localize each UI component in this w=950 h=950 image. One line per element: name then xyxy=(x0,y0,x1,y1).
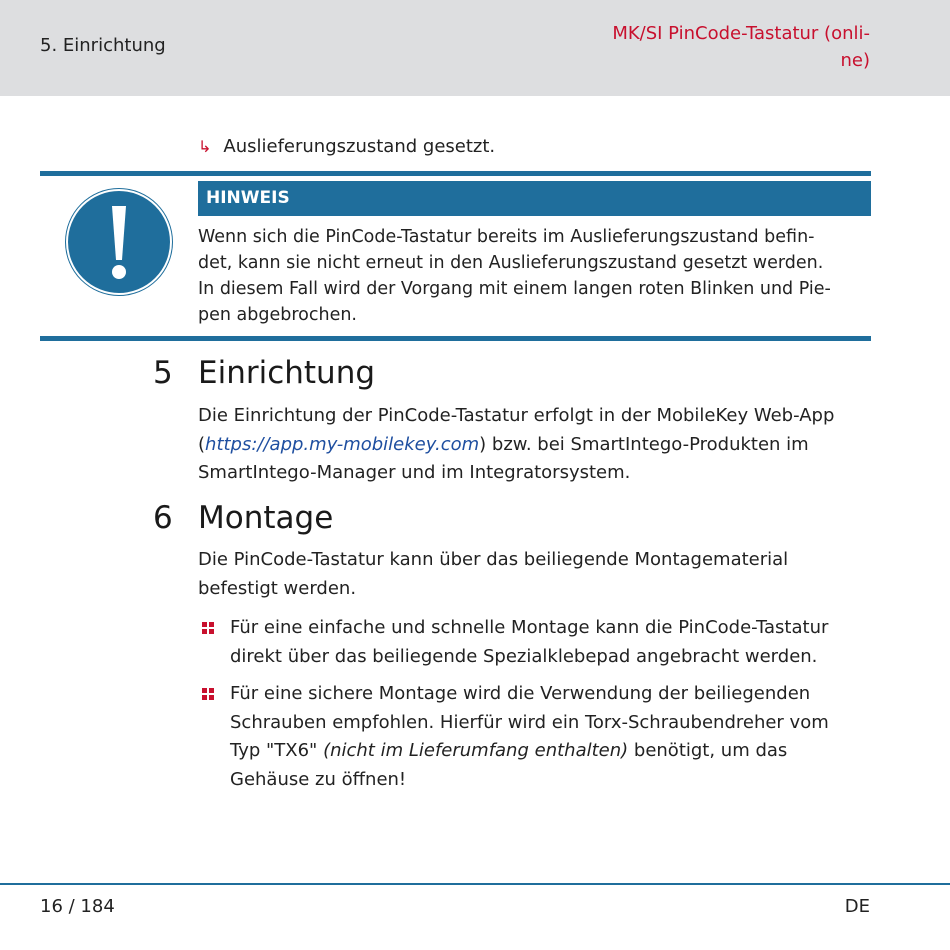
paragraph-line: SmartIntego-Manager und im Integratorsystem. xyxy=(198,462,631,483)
header-title-line1: MK/SI PinCode-Tastatur (onli- xyxy=(612,23,870,44)
paragraph-line: Die PinCode-Tastatur kann über das beiliegende Montagematerial xyxy=(198,549,789,570)
section-5-paragraph xyxy=(198,402,878,488)
language-code: DE xyxy=(844,896,870,917)
result-line xyxy=(198,136,495,157)
section-6-number: 6 xyxy=(153,500,173,536)
header-section-label: 5. Einrichtung xyxy=(40,35,166,56)
header-title-line2: ne) xyxy=(840,50,870,71)
footer-rule xyxy=(0,883,950,885)
notice-top-rule xyxy=(40,171,871,176)
notice-line: det, kann sie nicht erneut in den Auslieferungszustand gesetzt werden. xyxy=(198,253,824,273)
notice-line: In diesem Fall wird der Vorgang mit einem langen roten Blinken und Pie- xyxy=(198,279,831,299)
page-header xyxy=(0,0,950,96)
notice-label: HINWEIS xyxy=(198,181,871,216)
section-6-paragraph xyxy=(198,546,878,603)
header-document-title xyxy=(540,20,870,74)
section-5-title: Einrichtung xyxy=(198,355,376,391)
list-item xyxy=(198,614,871,671)
notice-line: Wenn sich die PinCode-Tastatur bereits im Auslieferungszustand befin- xyxy=(198,227,815,247)
list-item-line: Für eine einfache und schnelle Montage kann die PinCode-Tastatur xyxy=(230,617,829,638)
mobilekey-web-app-link[interactable]: https://app.my-mobilekey.com xyxy=(205,433,480,455)
grid-bullet-icon xyxy=(202,622,216,636)
list-item-text: benötigt, um das xyxy=(628,740,788,761)
list-item-italic-note: (nicht im Lieferumfang enthalten) xyxy=(323,740,629,761)
list-item-line: Für eine sichere Montage wird die Verwendung der beiliegenden xyxy=(230,683,811,704)
list-item-line: Schrauben empfohlen. Hierfür wird ein Torx-Schraubendreher vom xyxy=(230,711,829,733)
page-number: 16 / 184 xyxy=(40,896,115,917)
result-arrow-icon: ↳ xyxy=(198,137,212,156)
notice-text xyxy=(198,224,871,328)
paragraph-line xyxy=(198,431,878,460)
paragraph-line: befestigt werden. xyxy=(198,577,357,599)
list-item xyxy=(198,680,871,794)
section-5-heading xyxy=(153,355,375,391)
exclamation-circle-icon xyxy=(63,186,175,298)
paren-open: ( xyxy=(198,433,206,455)
notice-line: pen abgebrochen. xyxy=(198,305,357,325)
list-item-line: Gehäuse zu öffnen! xyxy=(230,768,407,790)
section-6-title: Montage xyxy=(198,500,334,536)
result-text: Auslieferungszustand gesetzt. xyxy=(223,136,496,157)
paragraph-text: ) bzw. bei SmartIntego-Produkten im xyxy=(479,433,809,455)
section-6-heading xyxy=(153,500,333,536)
list-item-line xyxy=(230,737,871,766)
notice-bottom-rule xyxy=(40,336,871,341)
paragraph-line: Die Einrichtung der PinCode-Tastatur erfolgt in der MobileKey Web-App xyxy=(198,405,835,426)
section-5-number: 5 xyxy=(153,355,173,391)
list-item-line: direkt über das beiliegende Spezialklebepad angebracht werden. xyxy=(230,645,818,667)
grid-bullet-icon xyxy=(202,688,216,702)
list-item-text: Typ "TX6" xyxy=(230,740,324,761)
